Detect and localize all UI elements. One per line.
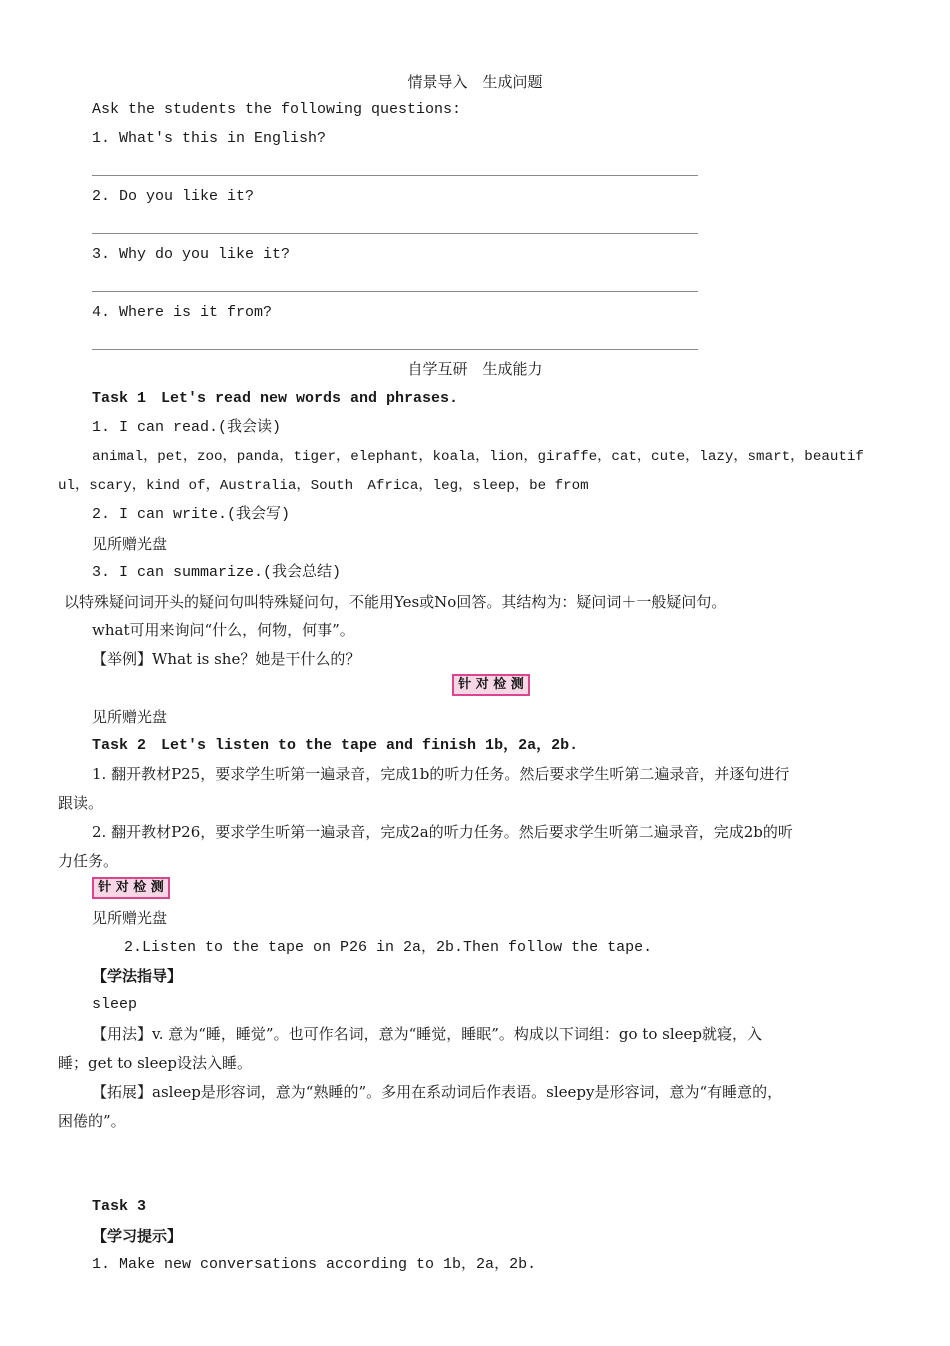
- task2-listen: 2.Listen to the tape on P26 in 2a，2b.Then follow the tape.: [124, 939, 653, 956]
- task2-guide-heading: 【学法指导】: [92, 967, 183, 985]
- task1-badge-note: 见所赠光盘: [92, 708, 168, 726]
- task1-item2: 2. I can write.(我会写): [92, 506, 291, 523]
- task2-p2-line2: 力任务。: [58, 852, 119, 870]
- task2-p1-line1: 1. 翻开教材P25，要求学生听第一遍录音，完成1b的听力任务。然后要求学生听第二遍录音，并逐句进行: [92, 765, 790, 783]
- badge-char: 对: [115, 880, 129, 895]
- question-4: 4. Where is it from?: [92, 304, 273, 321]
- task3-item1: 1. Make new conversations according to 1b，2a，2b.: [92, 1256, 537, 1273]
- task2-heading: Task 2 Let's listen to the tape and finish 1b，2a，2b.: [92, 737, 579, 754]
- task1-item1: 1. I can read.(我会读): [92, 419, 282, 436]
- section1-intro: Ask the students the following questions:: [92, 101, 462, 118]
- task2-extend-line2: 困倦的”。: [58, 1112, 126, 1130]
- task2-badge-note: 见所赠光盘: [92, 909, 168, 927]
- task3-heading: Task 3: [92, 1198, 147, 1215]
- question-1: 1. What's this in English?: [92, 130, 327, 147]
- task1-words-line2: ul，scary，kind of，Australia，South Africa，leg，sleep，be from: [58, 478, 589, 494]
- task3-tip-heading: 【学习提示】: [92, 1227, 183, 1245]
- targeted-check-badge: [452, 674, 530, 696]
- badge-char: 对: [475, 677, 489, 692]
- badge-char: 测: [510, 677, 524, 692]
- task2-p1-line2: 跟读。: [58, 794, 104, 812]
- badge-char: 检: [493, 677, 507, 692]
- task1-summary1: 以特殊疑问词开头的疑问句叫特殊疑问句，不能用Yes或No回答。其结构为：疑问词＋一般疑问句。: [64, 593, 727, 611]
- task1-words-line1: animal，pet，zoo，panda，tiger，elephant，koala，lion，giraffe，cat，cute，lazy，smart，beautif: [92, 449, 864, 465]
- question-2: 2. Do you like it?: [92, 188, 255, 205]
- task2-p2-line1: 2. 翻开教材P26，要求学生听第一遍录音，完成2a的听力任务。然后要求学生听第二遍录音，完成2b的听: [92, 823, 793, 841]
- task1-heading: Task 1 Let's read new words and phrases.: [92, 390, 459, 407]
- badge-char: 检: [133, 880, 147, 895]
- task2-extend-line1: 【拓展】asleep是形容词，意为“熟睡的”。多用在系动词后作表语。sleepy是形容词，意为“有睡意的，: [92, 1083, 783, 1101]
- answer-line-3: [92, 291, 698, 292]
- task1-example: 【举例】What is she？她是干什么的？: [92, 650, 361, 668]
- answer-line-1: [92, 175, 698, 176]
- section2-title: 自学互研 生成能力: [407, 360, 543, 378]
- task1-item2-note: 见所赠光盘: [92, 535, 168, 553]
- section1-title: 情景导入 生成问题: [407, 73, 543, 91]
- badge-char: 针: [98, 880, 112, 895]
- answer-line-4: [92, 349, 698, 350]
- task2-usage-line2: 睡；get to sleep设法入睡。: [58, 1054, 252, 1072]
- badge-char: 针: [458, 677, 472, 692]
- task1-item3: 3. I can summarize.(我会总结): [92, 564, 342, 581]
- targeted-check-badge: [92, 877, 170, 899]
- answer-line-2: [92, 233, 698, 234]
- task2-guide-word: sleep: [92, 996, 138, 1013]
- question-3: 3. Why do you like it?: [92, 246, 291, 263]
- badge-char: 测: [150, 880, 164, 895]
- task1-summary2: what可用来询问“什么，何物，何事”。: [92, 621, 355, 639]
- task2-usage-line1: 【用法】v. 意为“睡，睡觉”。也可作名词，意为“睡觉，睡眠”。构成以下词组：go to sleep就寝，入: [92, 1025, 762, 1043]
